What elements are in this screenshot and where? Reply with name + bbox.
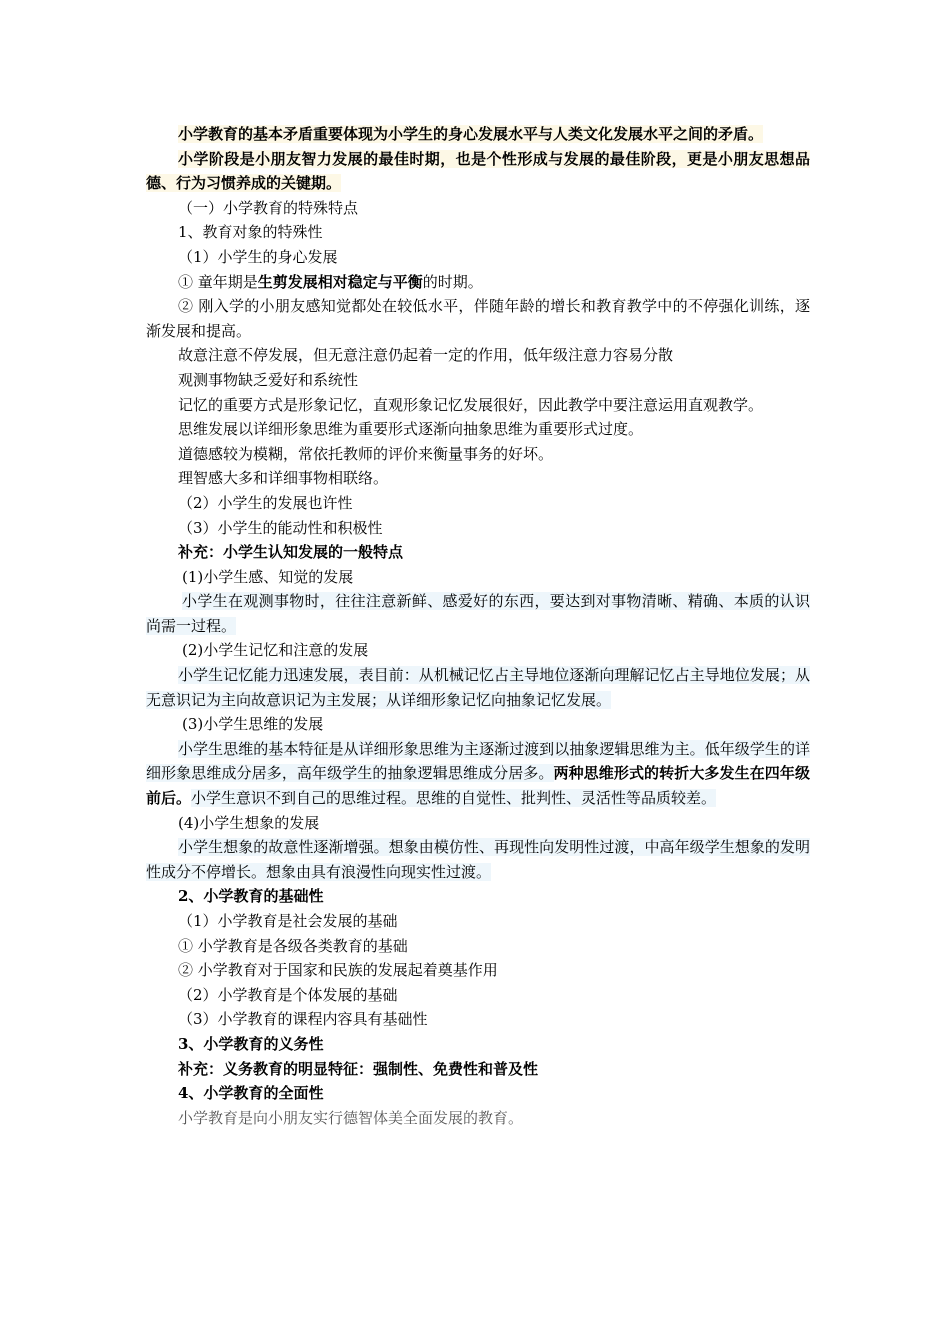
heading-compulsory: 3、小学教育的义务性 (178, 1034, 324, 1053)
heading-physical-mental-development: （1）小学生的身心发展 (178, 247, 338, 266)
line-rational-sense: 理智感大多和详细事物相联络。 (178, 469, 389, 488)
heading-foundational: 2、小学教育的基础性 (178, 887, 324, 906)
item-all-education-base: ① 小学教育是各级各类教育的基础 (178, 936, 408, 955)
subheading-thinking: (3)小学生思维的发展 (182, 715, 324, 734)
item-nation-foundation: ② 小学教育对于国家和民族的发展起着奠基作用 (178, 961, 498, 980)
paragraph-perception: 小学生在观测事物时，往往注意新鲜、感爱好的东西，要达到对事物清晰、精确、本质的认识尚需一过程。 (146, 592, 810, 635)
heading-social-foundation: （1）小学教育是社会发展的基础 (178, 912, 398, 930)
subheading-memory-attention: (2)小学生记忆和注意的发展 (182, 641, 369, 660)
paragraph-key-period: 小学阶段是小朋友智力发展的最佳时期，也是个性形成与发展的最佳阶段，更是小朋友思想品德、行为习惯养成的关键期。 (146, 149, 810, 193)
heading-supplement-cognition: 补充：小学生认知发展的一般特点 (178, 543, 404, 562)
heading-supplement-compulsory: 补充：义务教育的明显特征：强制性、免费性和普及性 (178, 1059, 539, 1078)
paragraph-imagination: 小学生想象的故意性逐渐增强。想象由模仿性、再现性向发明性过渡，中高年级学生想象的发明性成分不停增长。想象由具有浪漫性向现实性过渡。 (146, 838, 810, 881)
subheading-imagination: (4)小学生想象的发展 (178, 813, 320, 832)
line-observation: 观测事物缺乏爱好和系统性 (178, 370, 359, 389)
heading-development-possibility: （2）小学生的发展也许性 (178, 493, 353, 512)
document-body (146, 122, 810, 1130)
heading-individual-foundation: （2）小学教育是个体发展的基础 (178, 985, 398, 1004)
paragraph-thinking: 小学生思维的基本特征是从详细形象思维为主逐渐过渡到以抽象逻辑思维为主。低年级学生的详细形象思维成分居多，高年级学生的抽象逻辑思维成分居多。两种思维形式的转折大多发生在四年级前后。小学生意识不到自己的思维过程。思维的自觉性、批判性、灵活性等品质较差。 (146, 739, 810, 808)
paragraph-memory-attention: 小学生记忆能力迅速发展，表目前：从机械记忆占主导地位逐渐向理解记忆占主导地位发展；从无意识记为主向故意识记为主发展；从详细形象记忆向抽象记忆发展。 (146, 666, 810, 709)
heading-object-specialty: 1、教育对象的特殊性 (178, 223, 323, 242)
paragraph-basic-contradiction: 小学教育的基本矛盾重要体现为小学生的身心发展水平与人类文化发展水平之间的矛盾。 (178, 125, 764, 143)
line-all-round-development: 小学教育是向小朋友实行德智体美全面发展的教育。 (178, 1108, 524, 1127)
heading-special-features: （一）小学教育的特殊特点 (178, 198, 359, 217)
line-moral-sense: 道德感较为模糊，常依托教师的评价来衡量事务的好坏。 (178, 444, 554, 463)
item-perception-level: ② 刚入学的小朋友感知觉都处在较低水平，伴随年龄的增长和教育教学中的不停强化训练，逐渐发展和提高。 (146, 297, 810, 340)
line-attention: 故意注意不停发展，但无意注意仍起着一定的作用，低年级注意力容易分散 (178, 346, 674, 365)
heading-curriculum-foundation: （3）小学教育的课程内容具有基础性 (178, 1010, 428, 1029)
line-memory: 记忆的重要方式是形象记忆，直观形象记忆发展很好，因此教学中要注意运用直观教学。 (178, 395, 764, 414)
heading-initiative: （3）小学生的能动性和积极性 (178, 518, 383, 537)
subheading-perception: (1)小学生感、知觉的发展 (182, 567, 354, 586)
heading-comprehensive: 4、小学教育的全面性 (178, 1084, 324, 1103)
line-thinking: 思维发展以详细形象思维为重要形式逐渐向抽象思维为重要形式过度。 (178, 420, 644, 439)
item-childhood-stable: ① 童年期是生剪发展相对稳定与平衡的时期。 (178, 272, 483, 291)
